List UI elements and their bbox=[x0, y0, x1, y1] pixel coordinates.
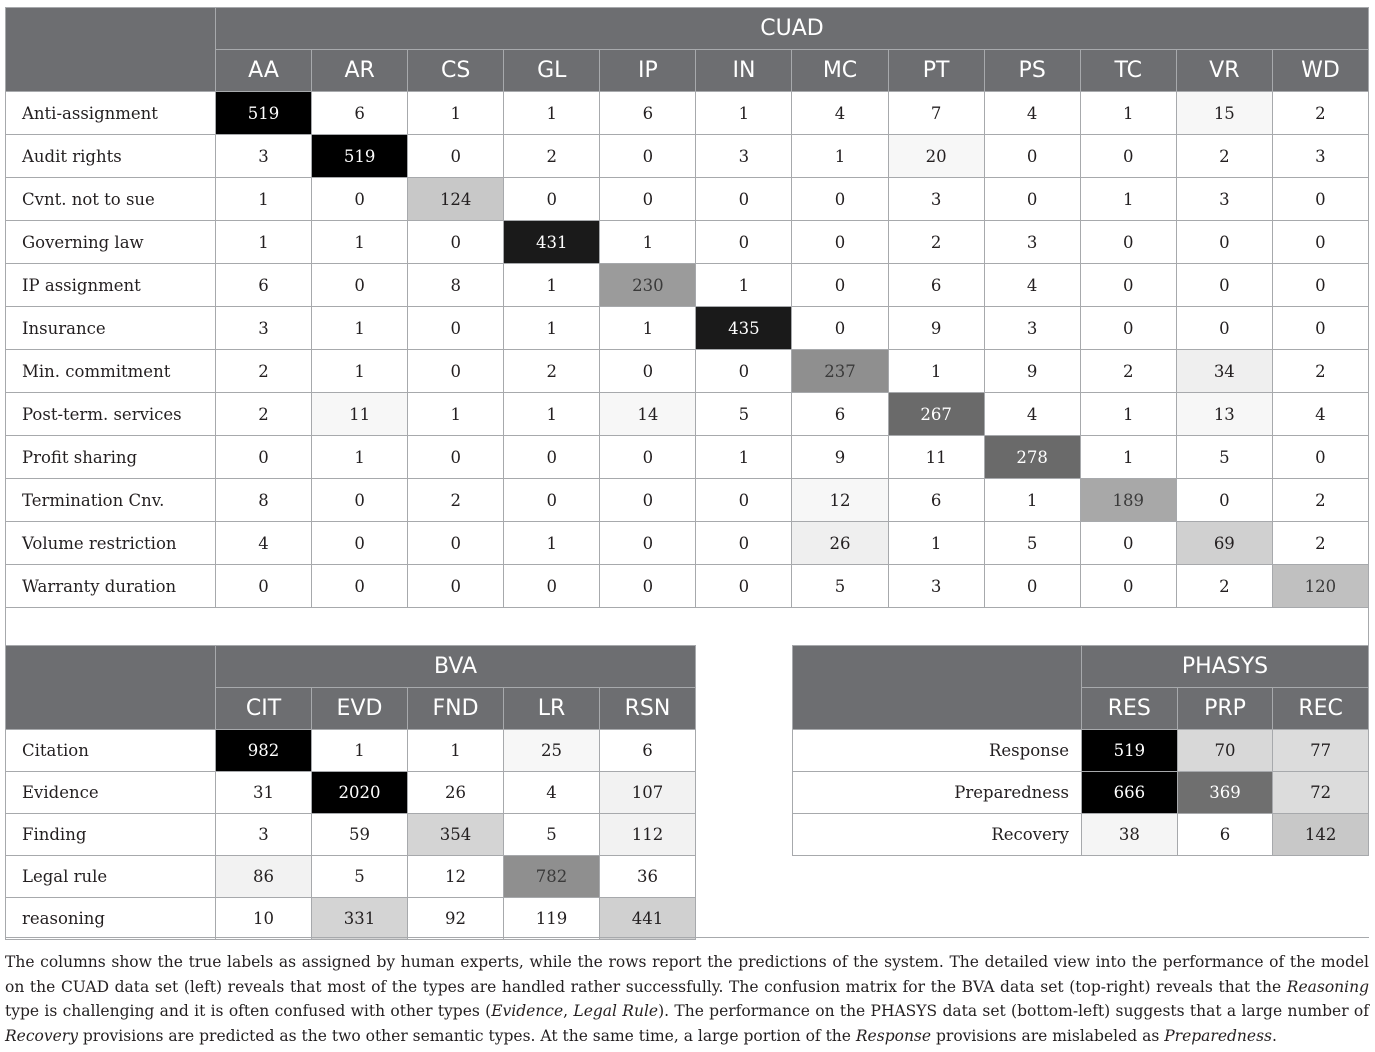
cuad-cell: 0 bbox=[600, 178, 696, 221]
cuad-cell: 5 bbox=[1176, 436, 1272, 479]
cuad-column-header: AR bbox=[312, 50, 408, 92]
cuad-column-header: TC bbox=[1080, 50, 1176, 92]
cuad-column-header: GL bbox=[504, 50, 600, 92]
cuad-cell: 1 bbox=[696, 264, 792, 307]
cuad-cell: 5 bbox=[792, 565, 888, 608]
cuad-cell: 1 bbox=[600, 221, 696, 264]
cuad-cell: 0 bbox=[696, 479, 792, 522]
cuad-row-label: Volume restriction bbox=[6, 522, 216, 565]
cuad-cell: 1 bbox=[1080, 178, 1176, 221]
table-row bbox=[6, 178, 1369, 221]
cuad-cell: 9 bbox=[984, 350, 1080, 393]
cuad-cell: 0 bbox=[792, 307, 888, 350]
cuad-cell: 3 bbox=[1176, 178, 1272, 221]
cuad-cell: 0 bbox=[984, 135, 1080, 178]
table-row bbox=[793, 772, 1369, 814]
cuad-cell: 0 bbox=[696, 178, 792, 221]
cuad-cell: 1 bbox=[312, 307, 408, 350]
cuad-cell: 2 bbox=[216, 393, 312, 436]
cuad-cell: 0 bbox=[600, 436, 696, 479]
bva-cell: 354 bbox=[408, 814, 504, 856]
cuad-cell: 3 bbox=[984, 221, 1080, 264]
bottom-rule bbox=[5, 937, 1369, 938]
cuad-cell: 0 bbox=[312, 565, 408, 608]
cuad-cell: 3 bbox=[696, 135, 792, 178]
caption-text: The columns show the true labels as assigned by human experts, while the rows report the predictions of the system. The detailed view into the performance of the model on the CUAD data set (left) reveals that most of the types are handled rather successfully. The confusion matrix for the BVA data set (top-right) reveals that the bbox=[5, 953, 1369, 996]
cuad-cell: 2 bbox=[1080, 350, 1176, 393]
cuad-cell: 4 bbox=[984, 264, 1080, 307]
cuad-cell: 4 bbox=[984, 92, 1080, 135]
phasys-cell: 38 bbox=[1082, 814, 1178, 856]
cuad-cell: 8 bbox=[408, 264, 504, 307]
cuad-cell: 6 bbox=[792, 393, 888, 436]
cuad-cell: 2 bbox=[216, 350, 312, 393]
cuad-cell: 5 bbox=[696, 393, 792, 436]
caption-emphasis: Evidence bbox=[491, 1002, 564, 1020]
phasys-cell: 666 bbox=[1082, 772, 1178, 814]
cuad-cell: 0 bbox=[1272, 221, 1368, 264]
phasys-cell: 519 bbox=[1082, 730, 1178, 772]
cuad-cell: 189 bbox=[1080, 479, 1176, 522]
bva-row-label: Evidence bbox=[6, 772, 216, 814]
cuad-cell: 2 bbox=[1272, 479, 1368, 522]
cuad-cell: 0 bbox=[504, 565, 600, 608]
phasys-row-label: Recovery bbox=[793, 814, 1082, 856]
bva-confusion-matrix bbox=[5, 645, 696, 940]
cuad-cell: 3 bbox=[888, 178, 984, 221]
bva-cell: 5 bbox=[504, 814, 600, 856]
cuad-cell: 1 bbox=[888, 522, 984, 565]
cuad-cell: 14 bbox=[600, 393, 696, 436]
cuad-cell: 1 bbox=[504, 522, 600, 565]
bva-cell: 10 bbox=[216, 898, 312, 940]
bva-column-header: RSN bbox=[600, 688, 696, 730]
cuad-cell: 0 bbox=[1176, 479, 1272, 522]
cuad-cell: 12 bbox=[792, 479, 888, 522]
cuad-column-header: AA bbox=[216, 50, 312, 92]
cuad-cell: 1 bbox=[216, 221, 312, 264]
table-row bbox=[6, 135, 1369, 178]
bva-cell: 86 bbox=[216, 856, 312, 898]
cuad-cell: 3 bbox=[216, 307, 312, 350]
table-row bbox=[6, 350, 1369, 393]
cuad-cell: 2 bbox=[1272, 350, 1368, 393]
bva-column-header: FND bbox=[408, 688, 504, 730]
cuad-row-label: Warranty duration bbox=[6, 565, 216, 608]
bva-body bbox=[6, 730, 696, 940]
cuad-row-label: Post-term. services bbox=[6, 393, 216, 436]
cuad-cell: 6 bbox=[888, 264, 984, 307]
cuad-cell: 1 bbox=[312, 221, 408, 264]
cuad-cell: 435 bbox=[696, 307, 792, 350]
phasys-corner bbox=[793, 646, 1082, 730]
bva-row-label: Legal rule bbox=[6, 856, 216, 898]
cuad-cell: 0 bbox=[408, 221, 504, 264]
table-row bbox=[6, 92, 1369, 135]
bva-cell: 36 bbox=[600, 856, 696, 898]
cuad-cell: 0 bbox=[1272, 178, 1368, 221]
phasys-column-header: PRP bbox=[1177, 688, 1273, 730]
table-row bbox=[6, 772, 696, 814]
table-row bbox=[6, 436, 1369, 479]
cuad-cell: 1 bbox=[696, 436, 792, 479]
phasys-cell: 142 bbox=[1273, 814, 1369, 856]
bva-row-label: reasoning bbox=[6, 898, 216, 940]
cuad-cell: 0 bbox=[1080, 522, 1176, 565]
phasys-column-header: REC bbox=[1273, 688, 1369, 730]
phasys-column-header: RES bbox=[1082, 688, 1178, 730]
cuad-cell: 519 bbox=[312, 135, 408, 178]
cuad-cell: 4 bbox=[1272, 393, 1368, 436]
cuad-row-label: Cvnt. not to sue bbox=[6, 178, 216, 221]
cuad-cell: 0 bbox=[408, 350, 504, 393]
cuad-cell: 3 bbox=[1272, 135, 1368, 178]
cuad-title: CUAD bbox=[216, 8, 1369, 50]
cuad-corner bbox=[6, 8, 216, 92]
bva-row-label: Finding bbox=[6, 814, 216, 856]
cuad-cell: 0 bbox=[216, 436, 312, 479]
caption-emphasis: Preparedness bbox=[1164, 1026, 1272, 1045]
cuad-cell: 1 bbox=[408, 92, 504, 135]
cuad-cell: 2 bbox=[1272, 522, 1368, 565]
cuad-cell: 1 bbox=[408, 393, 504, 436]
bva-cell: 331 bbox=[312, 898, 408, 940]
cuad-cell: 1 bbox=[504, 393, 600, 436]
cuad-cell: 3 bbox=[216, 135, 312, 178]
bva-row-label: Citation bbox=[6, 730, 216, 772]
cuad-cell: 0 bbox=[504, 178, 600, 221]
cuad-cell: 0 bbox=[792, 264, 888, 307]
table-row bbox=[6, 565, 1369, 608]
caption-text: provisions are predicted as the two other semantic types. At the same time, a large portion of the bbox=[77, 1026, 856, 1045]
cuad-cell: 0 bbox=[1176, 221, 1272, 264]
cuad-cell: 1 bbox=[984, 479, 1080, 522]
table-caption bbox=[5, 950, 1369, 1048]
bva-cell: 2020 bbox=[312, 772, 408, 814]
phasys-cell: 77 bbox=[1273, 730, 1369, 772]
cuad-cell: 0 bbox=[1080, 565, 1176, 608]
phasys-row-label: Preparedness bbox=[793, 772, 1082, 814]
cuad-cell: 519 bbox=[216, 92, 312, 135]
cuad-cell: 1 bbox=[504, 264, 600, 307]
table-row bbox=[6, 856, 696, 898]
cuad-cell: 0 bbox=[600, 135, 696, 178]
cuad-cell: 2 bbox=[408, 479, 504, 522]
cuad-cell: 2 bbox=[504, 350, 600, 393]
cuad-cell: 0 bbox=[600, 350, 696, 393]
table-row bbox=[793, 730, 1369, 772]
table-row bbox=[6, 814, 696, 856]
cuad-cell: 278 bbox=[984, 436, 1080, 479]
bva-cell: 31 bbox=[216, 772, 312, 814]
cuad-cell: 1 bbox=[312, 350, 408, 393]
cuad-cell: 0 bbox=[504, 436, 600, 479]
cuad-row-label: Min. commitment bbox=[6, 350, 216, 393]
cuad-cell: 120 bbox=[1272, 565, 1368, 608]
table-row bbox=[6, 221, 1369, 264]
cuad-cell: 9 bbox=[888, 307, 984, 350]
cuad-row-label: Termination Cnv. bbox=[6, 479, 216, 522]
cuad-cell: 0 bbox=[984, 178, 1080, 221]
cuad-cell: 6 bbox=[888, 479, 984, 522]
cuad-cell: 20 bbox=[888, 135, 984, 178]
caption-emphasis: Recovery bbox=[5, 1026, 78, 1045]
cuad-cell: 1 bbox=[1080, 92, 1176, 135]
cuad-cell: 0 bbox=[600, 479, 696, 522]
cuad-cell: 6 bbox=[600, 92, 696, 135]
cuad-cell: 11 bbox=[312, 393, 408, 436]
cuad-cell: 69 bbox=[1176, 522, 1272, 565]
caption-text: type is challenging and it is often confused with other types ( bbox=[5, 1002, 492, 1020]
cuad-cell: 1 bbox=[1080, 393, 1176, 436]
cuad-cell: 0 bbox=[312, 178, 408, 221]
bva-cell: 107 bbox=[600, 772, 696, 814]
cuad-row-label: IP assignment bbox=[6, 264, 216, 307]
cuad-cell: 267 bbox=[888, 393, 984, 436]
bva-column-header: LR bbox=[504, 688, 600, 730]
cuad-cell: 1 bbox=[504, 92, 600, 135]
caption-text: ). The performance on the PHASYS data set (bottom-left) suggests that a large number of bbox=[658, 1002, 1369, 1020]
table-row bbox=[6, 479, 1369, 522]
cuad-cell: 11 bbox=[888, 436, 984, 479]
cuad-cell: 0 bbox=[696, 522, 792, 565]
cuad-cell: 15 bbox=[1176, 92, 1272, 135]
caption-text: . bbox=[1271, 1026, 1277, 1045]
cuad-cell: 1 bbox=[792, 135, 888, 178]
bva-cell: 26 bbox=[408, 772, 504, 814]
bva-cell: 982 bbox=[216, 730, 312, 772]
cuad-cell: 124 bbox=[408, 178, 504, 221]
cuad-cell: 2 bbox=[888, 221, 984, 264]
phasys-body bbox=[793, 730, 1369, 856]
cuad-cell: 5 bbox=[984, 522, 1080, 565]
cuad-cell: 4 bbox=[216, 522, 312, 565]
bva-cell: 92 bbox=[408, 898, 504, 940]
cuad-cell: 4 bbox=[984, 393, 1080, 436]
cuad-cell: 0 bbox=[696, 350, 792, 393]
cuad-cell: 0 bbox=[1080, 135, 1176, 178]
cuad-cell: 0 bbox=[408, 565, 504, 608]
phasys-cell: 369 bbox=[1177, 772, 1273, 814]
cuad-cell: 6 bbox=[216, 264, 312, 307]
cuad-column-header: VR bbox=[1176, 50, 1272, 92]
cuad-cell: 1 bbox=[600, 307, 696, 350]
cuad-cell: 0 bbox=[1272, 264, 1368, 307]
phasys-cell: 6 bbox=[1177, 814, 1273, 856]
cuad-cell: 2 bbox=[1272, 92, 1368, 135]
cuad-row-label: Governing law bbox=[6, 221, 216, 264]
cuad-cell: 0 bbox=[408, 135, 504, 178]
cuad-cell: 0 bbox=[408, 522, 504, 565]
caption-text: , bbox=[563, 1002, 574, 1020]
cuad-cell: 2 bbox=[504, 135, 600, 178]
cuad-cell: 0 bbox=[408, 436, 504, 479]
cuad-cell: 0 bbox=[984, 565, 1080, 608]
caption-emphasis: Legal Rule bbox=[573, 1002, 659, 1020]
table-row bbox=[6, 264, 1369, 307]
cuad-confusion-matrix bbox=[5, 7, 1369, 608]
table-row bbox=[793, 814, 1369, 856]
cuad-cell: 0 bbox=[600, 565, 696, 608]
cuad-cell: 1 bbox=[312, 436, 408, 479]
bva-cell: 6 bbox=[600, 730, 696, 772]
phasys-cell: 72 bbox=[1273, 772, 1369, 814]
bva-cell: 119 bbox=[504, 898, 600, 940]
cuad-cell: 0 bbox=[216, 565, 312, 608]
cuad-cell: 2 bbox=[1176, 135, 1272, 178]
cuad-cell: 230 bbox=[600, 264, 696, 307]
table-row bbox=[6, 393, 1369, 436]
cuad-cell: 431 bbox=[504, 221, 600, 264]
cuad-column-header: IP bbox=[600, 50, 696, 92]
bva-cell: 1 bbox=[312, 730, 408, 772]
cuad-row-label: Audit rights bbox=[6, 135, 216, 178]
cuad-column-header: MC bbox=[792, 50, 888, 92]
table-row bbox=[6, 898, 696, 940]
cuad-cell: 1 bbox=[1080, 436, 1176, 479]
bva-cell: 12 bbox=[408, 856, 504, 898]
bva-cell: 3 bbox=[216, 814, 312, 856]
cuad-cell: 237 bbox=[792, 350, 888, 393]
cuad-column-header: WD bbox=[1272, 50, 1368, 92]
cuad-cell: 26 bbox=[792, 522, 888, 565]
cuad-cell: 0 bbox=[696, 221, 792, 264]
cuad-cell: 4 bbox=[792, 92, 888, 135]
cuad-column-header: CS bbox=[408, 50, 504, 92]
cuad-cell: 0 bbox=[600, 522, 696, 565]
cuad-cell: 3 bbox=[984, 307, 1080, 350]
cuad-cell: 0 bbox=[1176, 307, 1272, 350]
cuad-row-label: Profit sharing bbox=[6, 436, 216, 479]
caption-text: provisions are mislabeled as bbox=[931, 1026, 1165, 1045]
bva-cell: 5 bbox=[312, 856, 408, 898]
phasys-title: PHASYS bbox=[1082, 646, 1369, 688]
table-row bbox=[6, 730, 696, 772]
cuad-cell: 0 bbox=[312, 522, 408, 565]
cuad-row-label: Anti-assignment bbox=[6, 92, 216, 135]
cuad-cell: 13 bbox=[1176, 393, 1272, 436]
cuad-cell: 0 bbox=[312, 479, 408, 522]
bva-cell: 4 bbox=[504, 772, 600, 814]
bva-cell: 59 bbox=[312, 814, 408, 856]
cuad-cell: 1 bbox=[888, 350, 984, 393]
cuad-cell: 1 bbox=[216, 178, 312, 221]
bva-cell: 112 bbox=[600, 814, 696, 856]
bva-column-header: EVD bbox=[312, 688, 408, 730]
bva-cell: 782 bbox=[504, 856, 600, 898]
cuad-cell: 3 bbox=[888, 565, 984, 608]
cuad-cell: 9 bbox=[792, 436, 888, 479]
bva-cell: 25 bbox=[504, 730, 600, 772]
bva-column-header: CIT bbox=[216, 688, 312, 730]
cuad-cell: 0 bbox=[1272, 436, 1368, 479]
phasys-confusion-matrix bbox=[792, 645, 1369, 856]
phasys-cell: 70 bbox=[1177, 730, 1273, 772]
cuad-cell: 0 bbox=[696, 565, 792, 608]
cuad-cell: 0 bbox=[408, 307, 504, 350]
cuad-cell: 1 bbox=[504, 307, 600, 350]
cuad-cell: 0 bbox=[792, 178, 888, 221]
cuad-cell: 1 bbox=[696, 92, 792, 135]
cuad-cell: 0 bbox=[792, 221, 888, 264]
caption-emphasis: Reasoning bbox=[1286, 977, 1369, 996]
cuad-cell: 6 bbox=[312, 92, 408, 135]
cuad-cell: 0 bbox=[1272, 307, 1368, 350]
phasys-row-label: Response bbox=[793, 730, 1082, 772]
cuad-cell: 0 bbox=[504, 479, 600, 522]
cuad-cell: 2 bbox=[1176, 565, 1272, 608]
cuad-cell: 0 bbox=[1176, 264, 1272, 307]
cuad-cell: 8 bbox=[216, 479, 312, 522]
cuad-cell: 0 bbox=[1080, 264, 1176, 307]
table-spacer bbox=[5, 607, 1369, 645]
caption-emphasis: Response bbox=[855, 1026, 932, 1045]
bva-cell: 441 bbox=[600, 898, 696, 940]
bva-title: BVA bbox=[216, 646, 696, 688]
cuad-column-header: IN bbox=[696, 50, 792, 92]
cuad-cell: 0 bbox=[1080, 307, 1176, 350]
bva-cell: 1 bbox=[408, 730, 504, 772]
cuad-column-header: PS bbox=[984, 50, 1080, 92]
cuad-cell: 34 bbox=[1176, 350, 1272, 393]
cuad-column-header: PT bbox=[888, 50, 984, 92]
table-row bbox=[6, 522, 1369, 565]
cuad-row-label: Insurance bbox=[6, 307, 216, 350]
cuad-body bbox=[6, 92, 1369, 608]
cuad-cell: 7 bbox=[888, 92, 984, 135]
bva-corner bbox=[6, 646, 216, 730]
table-row bbox=[6, 307, 1369, 350]
cuad-cell: 0 bbox=[1080, 221, 1176, 264]
cuad-cell: 0 bbox=[312, 264, 408, 307]
